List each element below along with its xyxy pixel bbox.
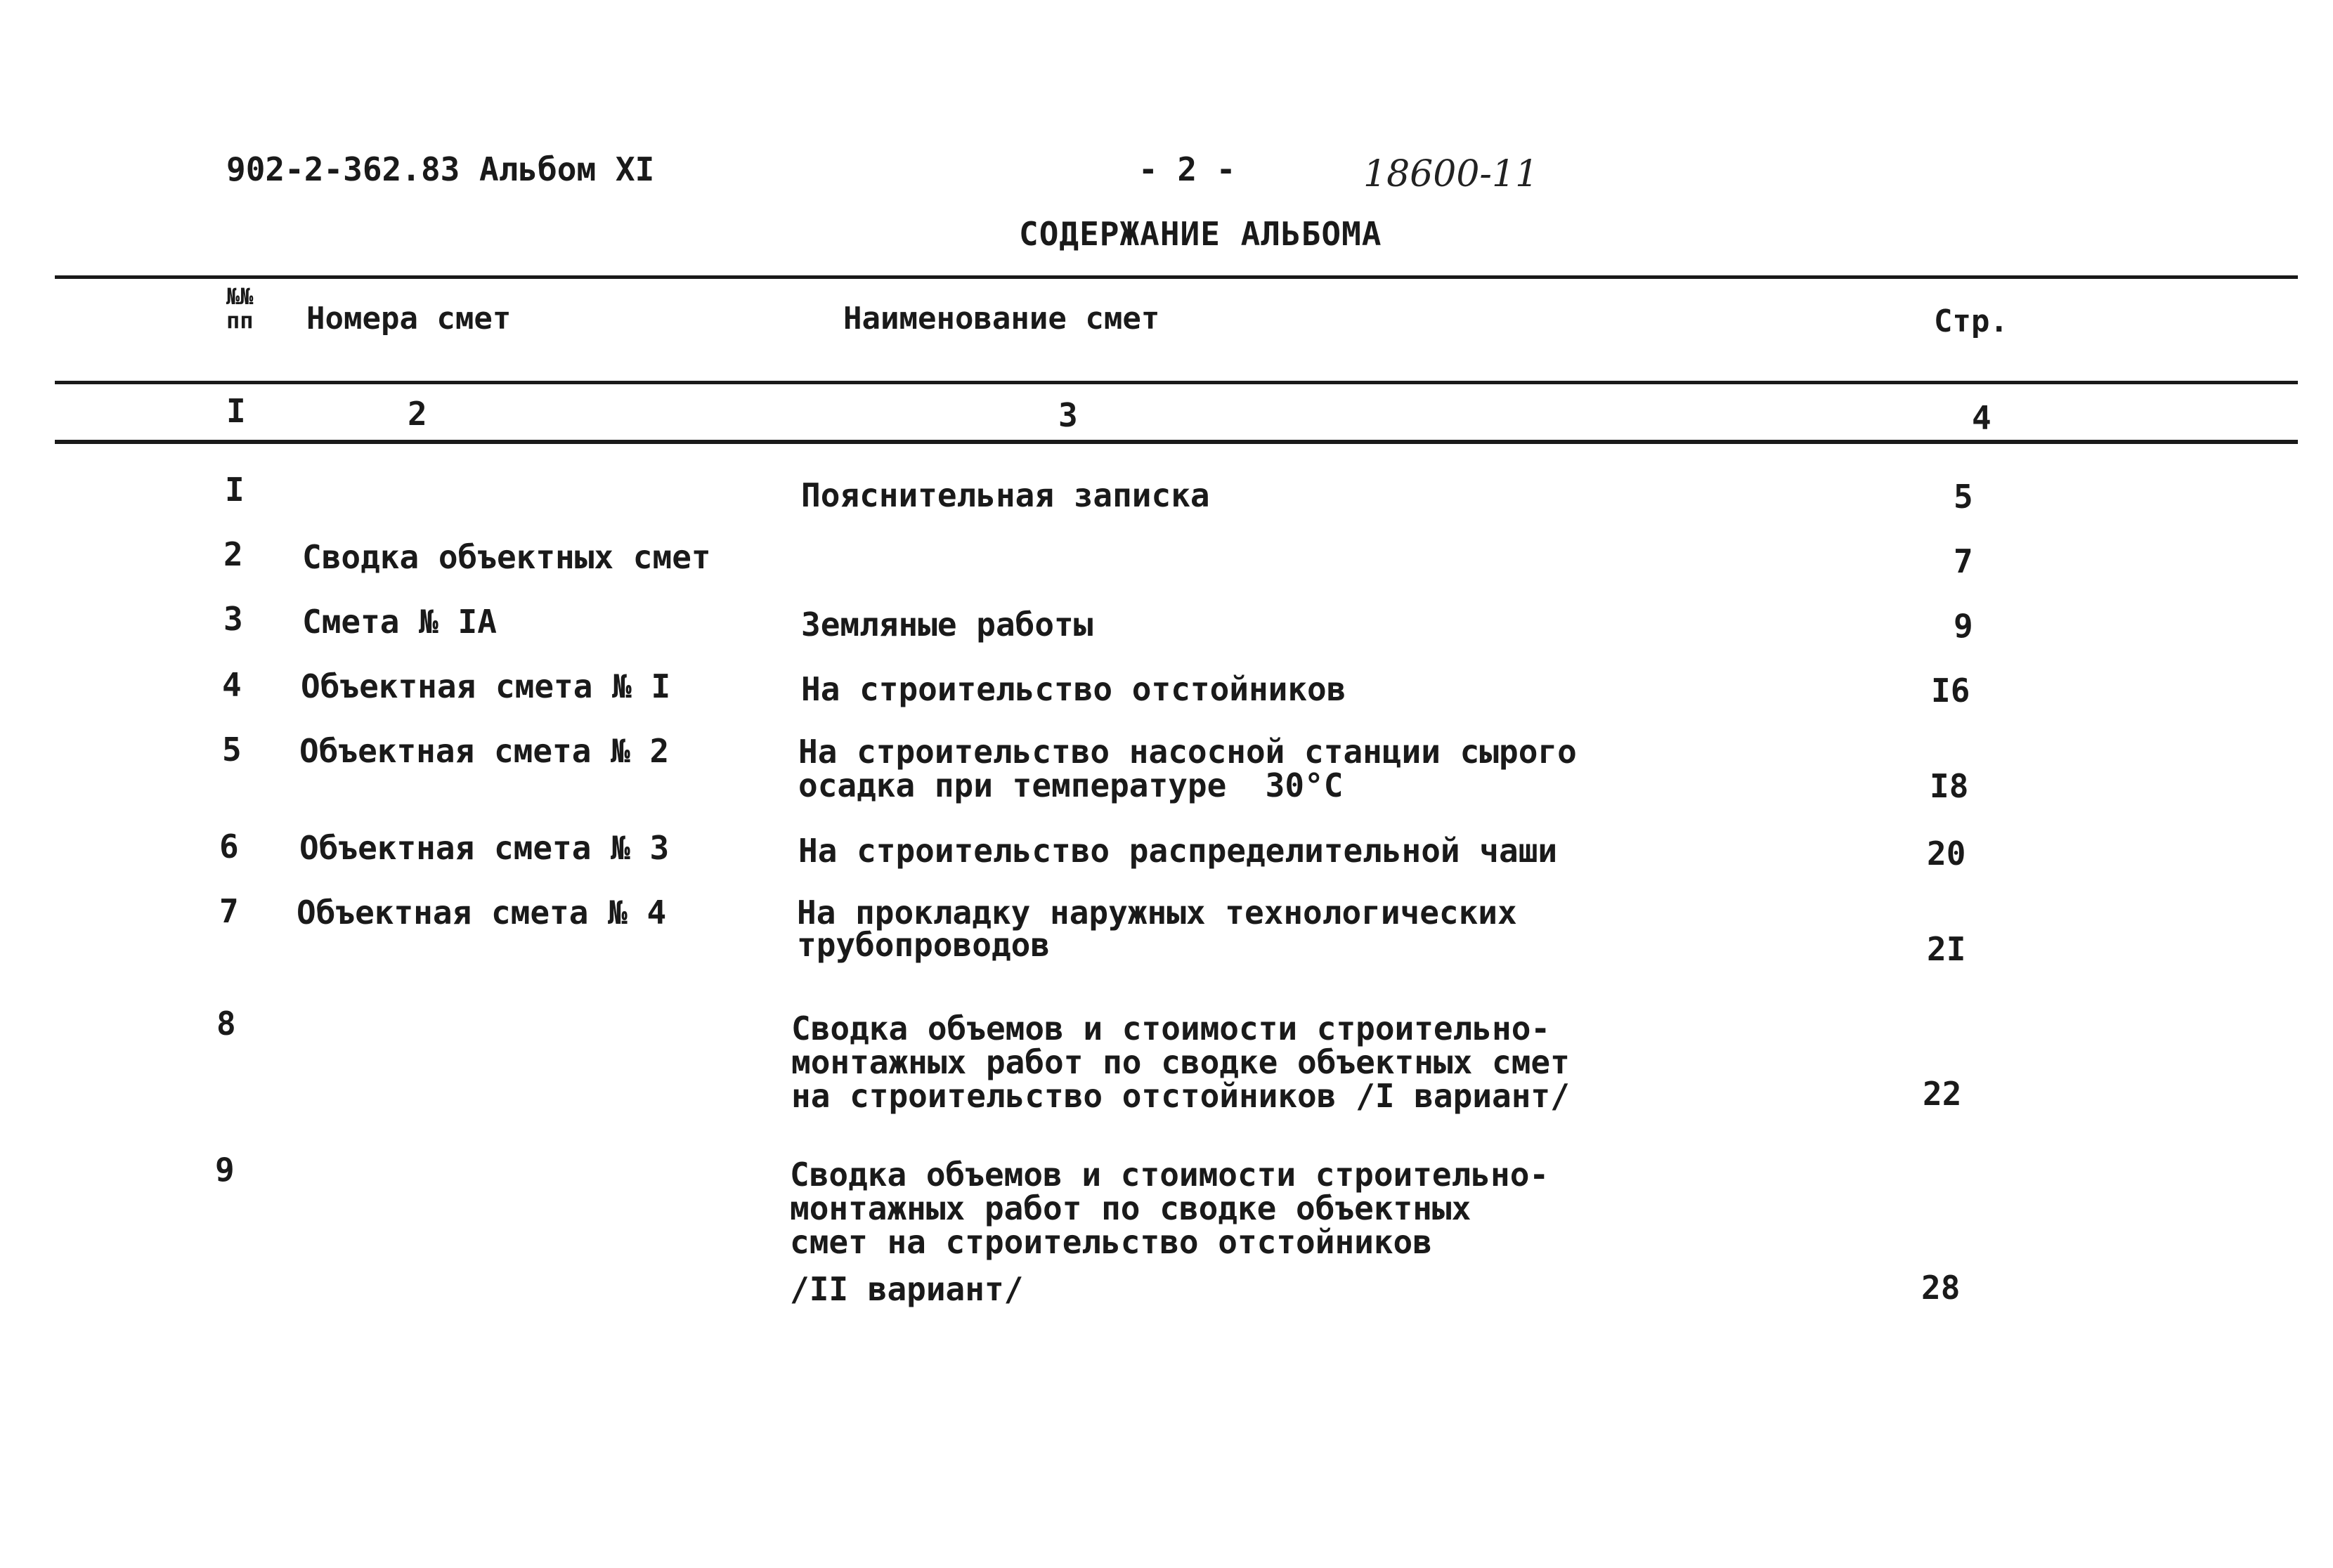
handwritten-note: 18600-11 <box>1363 153 1539 195</box>
row-6-page: 20 <box>1927 835 1966 873</box>
row-1-number: I <box>225 471 245 509</box>
column-number-2: 2 <box>408 395 427 433</box>
row-7-name: На прокладку наружных технологических трубопроводов <box>797 894 1517 964</box>
row-9-name-tail: /II вариант/ <box>790 1270 1024 1308</box>
column-header-number: №№ пп <box>226 283 254 334</box>
column-number-1: I <box>226 392 246 430</box>
row-2-estimate: Сводка объектных смет <box>302 538 711 576</box>
column-numbers-bottom-rule <box>55 440 2298 444</box>
row-6-number: 6 <box>219 828 239 865</box>
row-3-number: 3 <box>223 600 243 638</box>
row-2-page: 7 <box>1954 542 1973 580</box>
row-8-name: Сводка объемов и стоимости строительно- монтажных работ по сводке объектных смет на строительство отстойников /I вариант/ <box>791 1010 1570 1115</box>
row-7-page: 2I <box>1927 930 1966 968</box>
row-8-page: 22 <box>1923 1075 1962 1113</box>
row-9-number: 9 <box>215 1151 235 1189</box>
row-3-estimate: Смета № IA <box>302 603 497 641</box>
row-7-number: 7 <box>219 892 239 930</box>
column-header-estimate-numbers: Номера смет <box>306 301 512 337</box>
header-bottom-rule <box>55 381 2298 384</box>
row-8-number: 8 <box>216 1005 236 1043</box>
row-5-page: I8 <box>1930 767 1969 805</box>
row-3-page: 9 <box>1954 607 1973 645</box>
row-4-page: I6 <box>1931 672 1970 710</box>
row-5-estimate: Объектная смета № 2 <box>299 732 670 770</box>
row-2-number: 2 <box>223 535 243 573</box>
document-code: 902-2-362.83 Альбом XI <box>226 150 655 188</box>
row-7-estimate: Объектная смета № 4 <box>297 894 667 932</box>
column-header-estimate-names: Наименование смет <box>843 301 1160 337</box>
row-9-page: 28 <box>1921 1269 1961 1307</box>
row-6-estimate: Объектная смета № 3 <box>299 829 670 867</box>
row-4-estimate: Объектная смета № I <box>301 667 671 705</box>
row-3-name: Земляные работы <box>801 606 1093 643</box>
row-1-name: Пояснительная записка <box>801 476 1210 514</box>
row-6-name: На строительство распределительной чаши <box>798 832 1558 870</box>
row-5-name: На строительство насосной станции сырого осадка при температуре 30°С <box>798 733 1577 804</box>
table-top-rule <box>55 275 2298 279</box>
row-5-number: 5 <box>222 731 242 769</box>
row-4-number: 4 <box>222 666 242 704</box>
column-number-4: 4 <box>1972 399 1991 437</box>
column-header-page: Стр. <box>1934 303 2008 339</box>
row-4-name: На строительство отстойников <box>801 670 1346 708</box>
page-number: - 2 - <box>1138 150 1236 188</box>
row-9-name: Сводка объемов и стоимости строительно- монтажных работ по сводке объектных смет на строительство отстойников <box>790 1156 1549 1261</box>
album-contents-title: СОДЕРЖАНИЕ АЛЬБОМА <box>1019 215 1382 253</box>
row-1-page: 5 <box>1954 478 1973 516</box>
column-number-3: 3 <box>1058 396 1078 434</box>
